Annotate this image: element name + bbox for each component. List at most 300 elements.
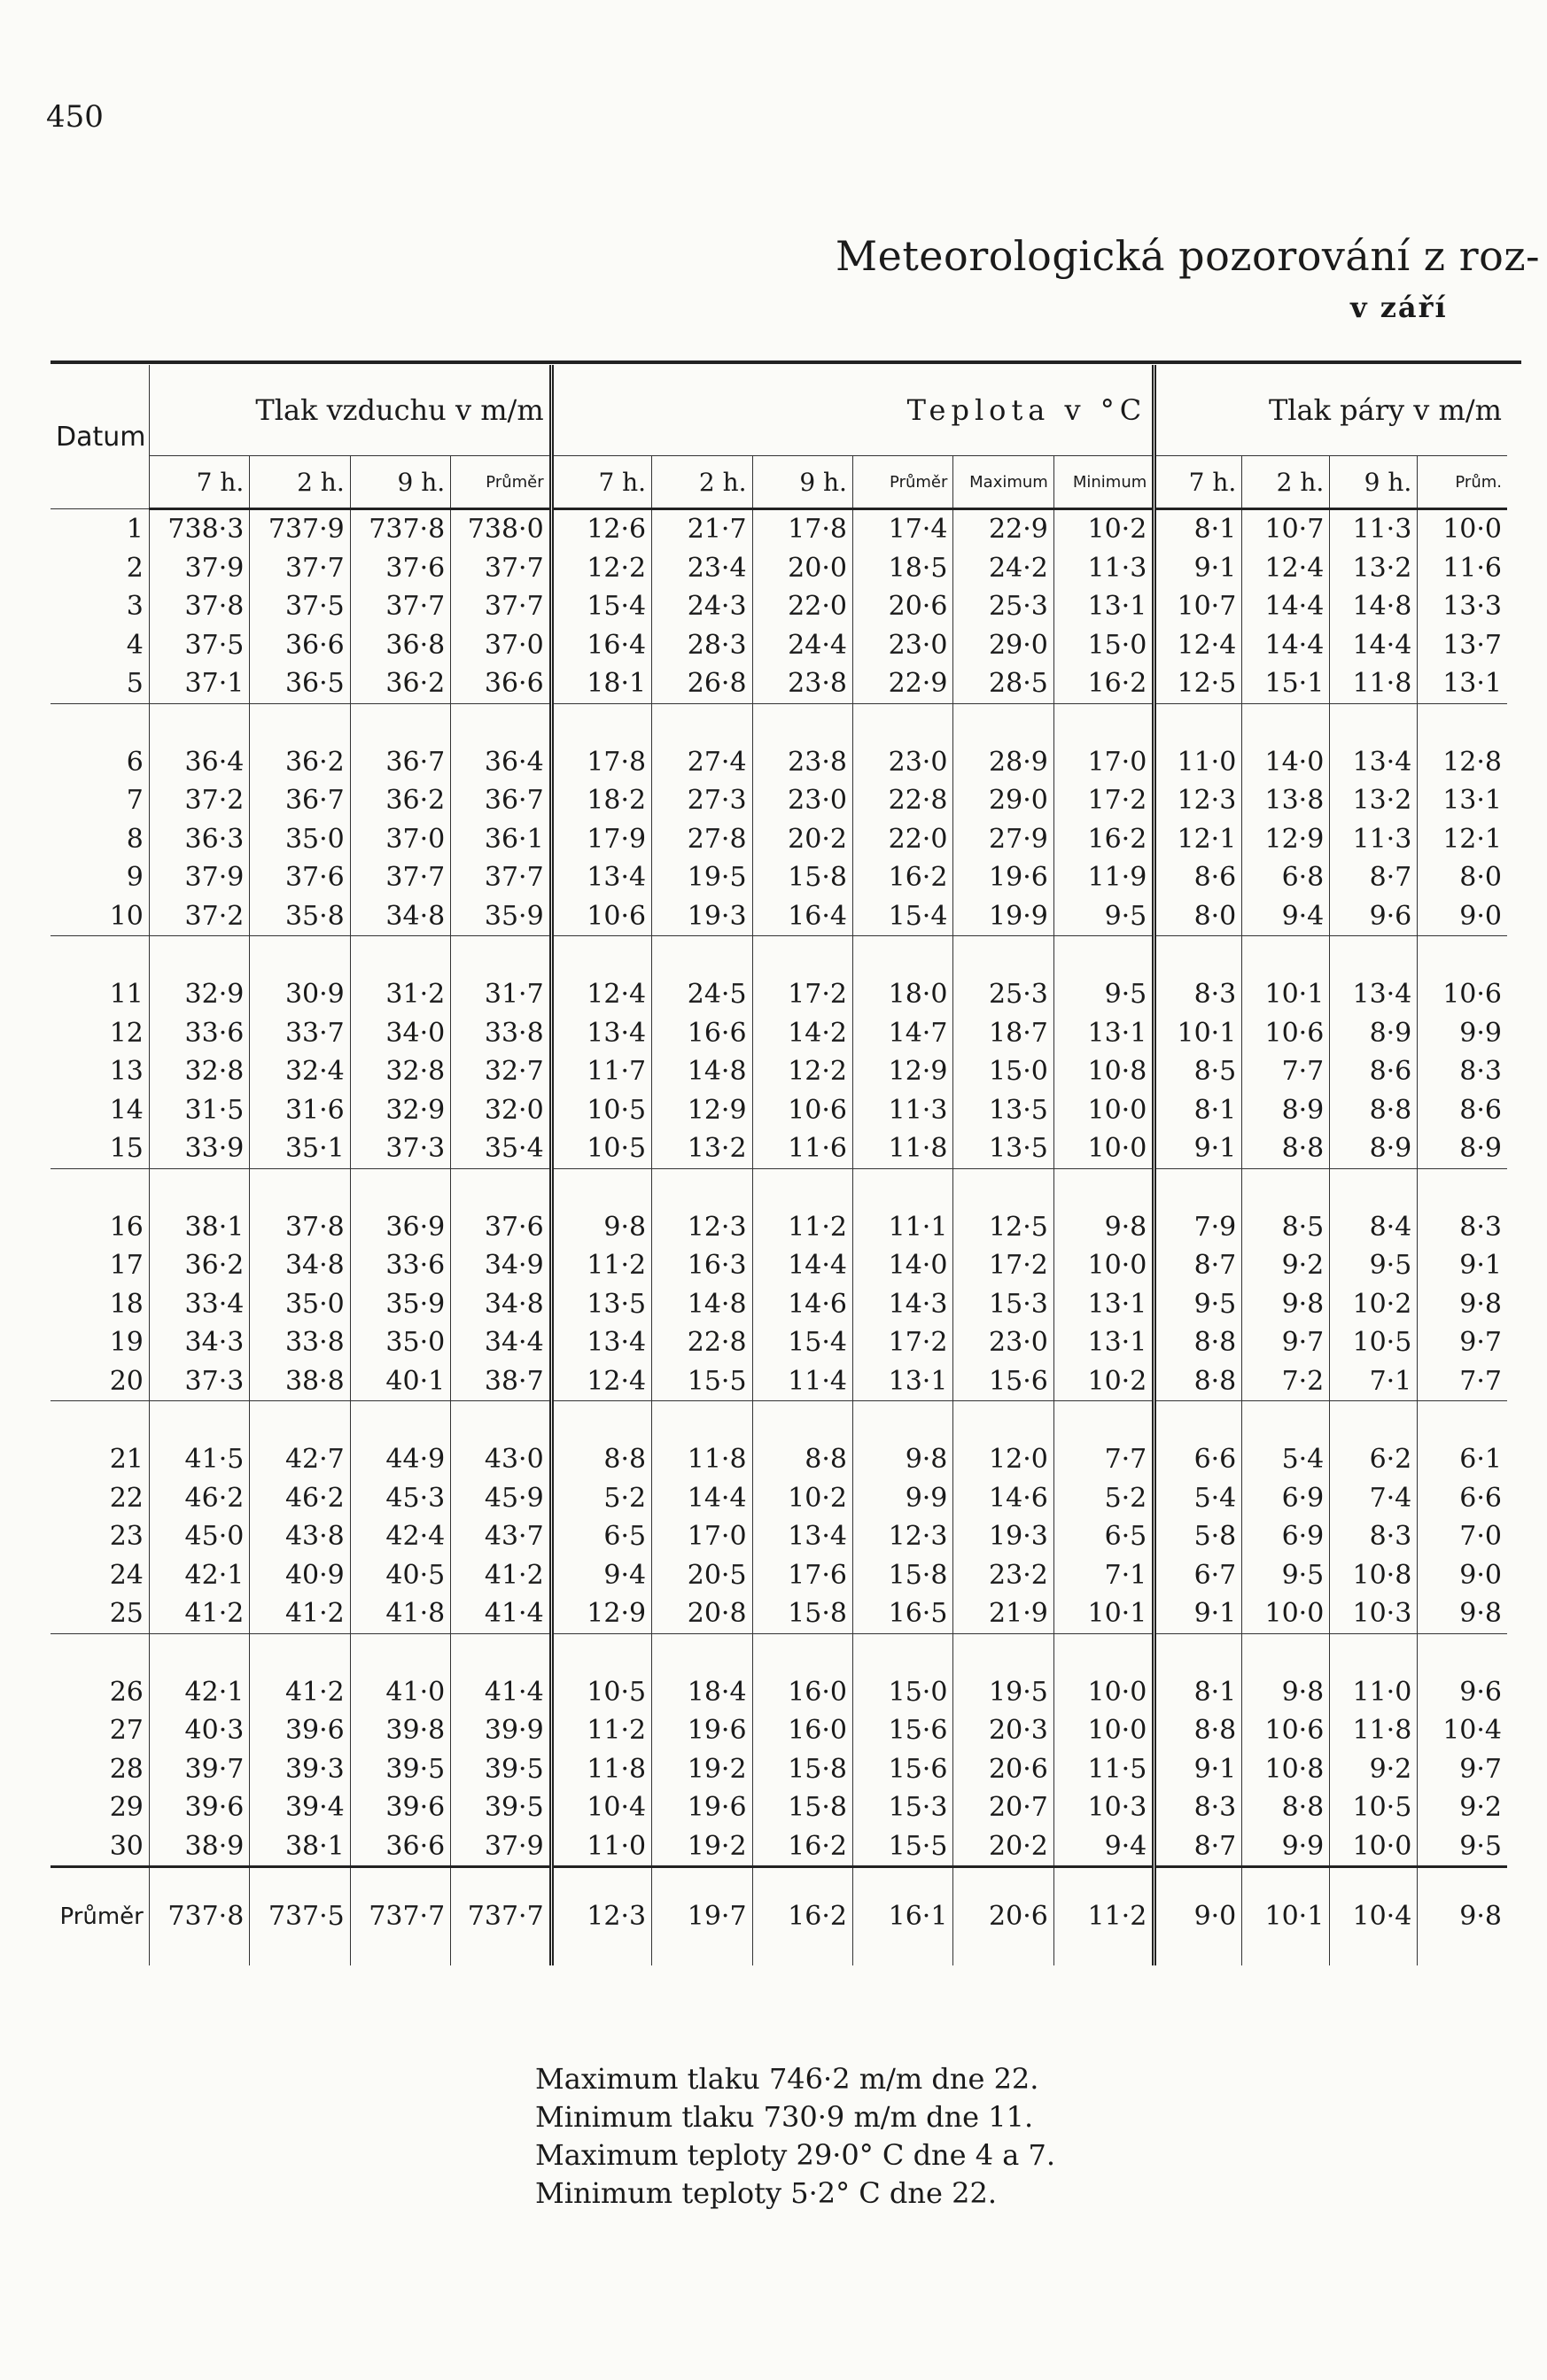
- value-cell: 12·2: [752, 1052, 852, 1091]
- table-row: [51, 1594, 1507, 1633]
- page-title: Meteorologická pozorování z roz-: [836, 232, 1541, 280]
- value-cell: 15·0: [953, 1052, 1053, 1091]
- value-cell: 15·8: [752, 1750, 852, 1789]
- value-cell: 39·5: [451, 1750, 551, 1789]
- value-cell: 8·8: [752, 1440, 852, 1479]
- value-cell: 37·7: [451, 549, 551, 588]
- value-cell: 10·5: [551, 1673, 651, 1712]
- average-cell: 10·1: [1242, 1867, 1330, 1966]
- table-row: [51, 1362, 1507, 1401]
- value-cell: 11·5: [1053, 1750, 1154, 1789]
- value-cell: 41·4: [451, 1673, 551, 1712]
- value-cell: 34·8: [451, 1285, 551, 1324]
- value-cell: 8·8: [1242, 1129, 1330, 1168]
- day-cell: 20: [109, 1365, 144, 1397]
- value-cell: 35·0: [250, 1285, 350, 1324]
- value-cell: 7·7: [1053, 1440, 1154, 1479]
- table-row: [51, 1052, 1507, 1091]
- value-cell: 11·1: [852, 1208, 952, 1247]
- value-cell: 13·8: [1242, 781, 1330, 820]
- value-cell: 9·7: [1418, 1323, 1507, 1362]
- value-cell: 13·7: [1418, 626, 1507, 665]
- value-cell: 18·5: [852, 549, 952, 588]
- value-cell: 37·8: [250, 1208, 350, 1247]
- value-cell: 35·8: [250, 897, 350, 936]
- row-gap: [51, 1168, 1507, 1208]
- value-cell: 39·6: [149, 1788, 249, 1827]
- day-cell: 27: [109, 1715, 144, 1746]
- table-row: [51, 587, 1507, 626]
- value-cell: 9·9: [852, 1479, 952, 1518]
- value-cell: 31·5: [149, 1091, 249, 1130]
- value-cell: 10·8: [1330, 1556, 1418, 1595]
- value-cell: 34·3: [149, 1323, 249, 1362]
- value-cell: 34·9: [451, 1246, 551, 1285]
- value-cell: 10·0: [1053, 1246, 1154, 1285]
- value-cell: 19·3: [652, 897, 752, 936]
- value-cell: 24·5: [652, 975, 752, 1014]
- value-cell: 6·8: [1242, 858, 1330, 897]
- table-row: [51, 858, 1507, 897]
- value-cell: 8·0: [1418, 858, 1507, 897]
- day-cell: 7: [126, 785, 144, 816]
- value-cell: 31·6: [250, 1091, 350, 1130]
- value-cell: 15·8: [752, 858, 852, 897]
- value-cell: 20·2: [752, 820, 852, 859]
- value-cell: 20·7: [953, 1788, 1053, 1827]
- value-cell: 30·9: [250, 975, 350, 1014]
- value-cell: 35·0: [250, 820, 350, 859]
- value-cell: 37·2: [149, 781, 249, 820]
- average-cell: 16·1: [852, 1867, 952, 1966]
- value-cell: 15·8: [752, 1594, 852, 1633]
- pressure-2h-header: 2 h.: [250, 456, 350, 509]
- value-cell: 8·6: [1330, 1052, 1418, 1091]
- value-cell: 26·8: [652, 664, 752, 703]
- value-cell: 11·7: [551, 1052, 651, 1091]
- value-cell: 11·8: [852, 1129, 952, 1168]
- value-cell: 37·1: [149, 664, 249, 703]
- day-cell: 4: [126, 629, 144, 661]
- value-cell: 20·6: [852, 587, 952, 626]
- value-cell: 10·5: [1330, 1788, 1418, 1827]
- value-cell: 36·7: [451, 781, 551, 820]
- value-cell: 13·1: [1053, 1323, 1154, 1362]
- row-gap: [51, 1633, 1507, 1673]
- table-row: [51, 1129, 1507, 1168]
- note-line: Maximum tlaku 746·2 m/m dne 22.: [535, 2062, 1039, 2096]
- day-cell: 17: [109, 1250, 144, 1281]
- value-cell: 10·8: [1053, 1052, 1154, 1091]
- value-cell: 40·9: [250, 1556, 350, 1595]
- value-cell: 10·0: [1053, 1091, 1154, 1130]
- value-cell: 20·0: [752, 549, 852, 588]
- day-cell: 29: [109, 1792, 144, 1823]
- value-cell: 33·9: [149, 1129, 249, 1168]
- value-cell: 5·4: [1154, 1479, 1242, 1518]
- table-row: [51, 1827, 1507, 1867]
- value-cell: 37·3: [350, 1129, 450, 1168]
- value-cell: 33·8: [250, 1323, 350, 1362]
- value-cell: 8·3: [1418, 1052, 1507, 1091]
- value-cell: 10·3: [1330, 1594, 1418, 1633]
- value-cell: 22·9: [852, 664, 952, 703]
- value-cell: 22·8: [852, 781, 952, 820]
- value-cell: 9·5: [1053, 897, 1154, 936]
- value-cell: 36·1: [451, 820, 551, 859]
- value-cell: 8·9: [1242, 1091, 1330, 1130]
- value-cell: 39·9: [451, 1711, 551, 1750]
- average-cell: 20·6: [953, 1867, 1053, 1966]
- value-cell: 36·8: [350, 626, 450, 665]
- value-cell: 8·6: [1418, 1091, 1507, 1130]
- vapor-2h-header: 2 h.: [1242, 456, 1330, 509]
- value-cell: 29·0: [953, 626, 1053, 665]
- day-cell: 22: [109, 1482, 144, 1514]
- table-row: [51, 1014, 1507, 1053]
- average-cell: 11·2: [1053, 1867, 1154, 1966]
- value-cell: 12·1: [1418, 820, 1507, 859]
- value-cell: 9·5: [1330, 1246, 1418, 1285]
- value-cell: 17·2: [1053, 781, 1154, 820]
- value-cell: 13·4: [551, 1323, 651, 1362]
- value-cell: 33·4: [149, 1285, 249, 1324]
- value-cell: 14·6: [953, 1479, 1053, 1518]
- value-cell: 41·0: [350, 1673, 450, 1712]
- value-cell: 9·9: [1242, 1827, 1330, 1867]
- value-cell: 16·2: [1053, 664, 1154, 703]
- value-cell: 15·4: [551, 587, 651, 626]
- day-cell: 24: [109, 1559, 144, 1591]
- value-cell: 32·9: [350, 1091, 450, 1130]
- table-row: [51, 1091, 1507, 1130]
- value-cell: 738·3: [149, 509, 249, 549]
- average-cell: 12·3: [551, 1867, 651, 1966]
- table-row: [51, 1517, 1507, 1556]
- value-cell: 10·4: [1418, 1711, 1507, 1750]
- value-cell: 14·4: [752, 1246, 852, 1285]
- value-cell: 12·3: [852, 1517, 952, 1556]
- day-cell: 19: [109, 1327, 144, 1358]
- value-cell: 8·3: [1418, 1208, 1507, 1247]
- value-cell: 37·6: [250, 858, 350, 897]
- value-cell: 38·8: [250, 1362, 350, 1401]
- value-cell: 17·9: [551, 820, 651, 859]
- value-cell: 9·8: [1242, 1285, 1330, 1324]
- note-line: Minimum tlaku 730·9 m/m dne 11.: [535, 2100, 1034, 2134]
- value-cell: 17·8: [752, 509, 852, 549]
- value-cell: 39·8: [350, 1711, 450, 1750]
- day-cell: 21: [109, 1444, 144, 1475]
- value-cell: 9·4: [551, 1556, 651, 1595]
- value-cell: 35·4: [451, 1129, 551, 1168]
- value-cell: 13·1: [852, 1362, 952, 1401]
- value-cell: 9·6: [1418, 1673, 1507, 1712]
- value-cell: 7·7: [1242, 1052, 1330, 1091]
- value-cell: 5·2: [551, 1479, 651, 1518]
- value-cell: 37·2: [149, 897, 249, 936]
- value-cell: 11·8: [1330, 664, 1418, 703]
- value-cell: 46·2: [250, 1479, 350, 1518]
- value-cell: 31·2: [350, 975, 450, 1014]
- table-row: [51, 509, 1507, 549]
- value-cell: 11·9: [1053, 858, 1154, 897]
- table-row: [51, 626, 1507, 665]
- temp-max-header: Maximum: [953, 456, 1053, 509]
- value-cell: 37·6: [451, 1208, 551, 1247]
- value-cell: 23·0: [752, 781, 852, 820]
- value-cell: 12·3: [1154, 781, 1242, 820]
- value-cell: 32·4: [250, 1052, 350, 1091]
- value-cell: 9·1: [1154, 1750, 1242, 1789]
- value-cell: 10·6: [1242, 1711, 1330, 1750]
- value-cell: 13·5: [953, 1091, 1053, 1130]
- table-row: [51, 664, 1507, 703]
- value-cell: 15·4: [852, 897, 952, 936]
- value-cell: 36·9: [350, 1208, 450, 1247]
- value-cell: 33·6: [350, 1246, 450, 1285]
- value-cell: 20·8: [652, 1594, 752, 1633]
- value-cell: 35·1: [250, 1129, 350, 1168]
- value-cell: 14·4: [1330, 626, 1418, 665]
- value-cell: 22·8: [652, 1323, 752, 1362]
- value-cell: 8·9: [1330, 1129, 1418, 1168]
- value-cell: 27·9: [953, 820, 1053, 859]
- value-cell: 6·7: [1154, 1556, 1242, 1595]
- value-cell: 6·6: [1154, 1440, 1242, 1479]
- note-line: Minimum teploty 5·2° C dne 22.: [535, 2176, 998, 2210]
- value-cell: 7·1: [1330, 1362, 1418, 1401]
- vapor-avg-header: Prům.: [1418, 456, 1507, 509]
- value-cell: 42·1: [149, 1673, 249, 1712]
- average-cell: 9·0: [1154, 1867, 1242, 1966]
- value-cell: 8·6: [1154, 858, 1242, 897]
- top-rule: [51, 360, 1521, 364]
- value-cell: 17·0: [652, 1517, 752, 1556]
- day-cell: 13: [109, 1056, 144, 1087]
- value-cell: 32·9: [149, 975, 249, 1014]
- value-cell: 40·5: [350, 1556, 450, 1595]
- value-cell: 17·8: [551, 743, 651, 782]
- value-cell: 11·8: [551, 1750, 651, 1789]
- value-cell: 7·9: [1154, 1208, 1242, 1247]
- vapor-7h-header: 7 h.: [1154, 456, 1242, 509]
- value-cell: 16·6: [652, 1014, 752, 1053]
- value-cell: 737·9: [250, 509, 350, 549]
- day-cell: 1: [126, 513, 144, 545]
- value-cell: 9·8: [1418, 1285, 1507, 1324]
- day-cell: 10: [109, 900, 144, 932]
- value-cell: 16·2: [852, 858, 952, 897]
- value-cell: 39·3: [250, 1750, 350, 1789]
- value-cell: 32·8: [350, 1052, 450, 1091]
- pressure-7h-header: 7 h.: [149, 456, 249, 509]
- value-cell: 9·0: [1418, 1556, 1507, 1595]
- value-cell: 41·4: [451, 1594, 551, 1633]
- value-cell: 36·2: [250, 743, 350, 782]
- value-cell: 27·8: [652, 820, 752, 859]
- value-cell: 8·4: [1330, 1208, 1418, 1247]
- value-cell: 37·7: [250, 549, 350, 588]
- value-cell: 10·5: [1330, 1323, 1418, 1362]
- value-cell: 12·8: [1418, 743, 1507, 782]
- average-cell: 9·8: [1418, 1867, 1507, 1966]
- temp-2h-header: 2 h.: [652, 456, 752, 509]
- value-cell: 16·5: [852, 1594, 952, 1633]
- value-cell: 7·0: [1418, 1517, 1507, 1556]
- value-cell: 9·2: [1242, 1246, 1330, 1285]
- value-cell: 14·8: [1330, 587, 1418, 626]
- value-cell: 13·5: [551, 1285, 651, 1324]
- value-cell: 35·0: [350, 1323, 450, 1362]
- value-cell: 13·4: [752, 1517, 852, 1556]
- value-cell: 10·0: [1053, 1129, 1154, 1168]
- observations-table: [51, 365, 1507, 1965]
- value-cell: 32·8: [149, 1052, 249, 1091]
- value-cell: 23·8: [752, 743, 852, 782]
- value-cell: 27·4: [652, 743, 752, 782]
- value-cell: 39·5: [451, 1788, 551, 1827]
- value-cell: 14·6: [752, 1285, 852, 1324]
- temp-min-header: Minimum: [1053, 456, 1154, 509]
- value-cell: 9·1: [1154, 1129, 1242, 1168]
- value-cell: 42·4: [350, 1517, 450, 1556]
- table-row: [51, 549, 1507, 588]
- value-cell: 19·9: [953, 897, 1053, 936]
- table-row: [51, 1479, 1507, 1518]
- value-cell: 33·8: [451, 1014, 551, 1053]
- value-cell: 19·6: [953, 858, 1053, 897]
- value-cell: 8·7: [1154, 1246, 1242, 1285]
- value-cell: 28·3: [652, 626, 752, 665]
- value-cell: 11·2: [551, 1711, 651, 1750]
- value-cell: 35·9: [451, 897, 551, 936]
- value-cell: 15·6: [852, 1711, 952, 1750]
- value-cell: 19·5: [953, 1673, 1053, 1712]
- value-cell: 8·3: [1154, 1788, 1242, 1827]
- value-cell: 10·6: [1418, 975, 1507, 1014]
- value-cell: 41·2: [250, 1594, 350, 1633]
- value-cell: 10·4: [551, 1788, 651, 1827]
- day-cell: 12: [109, 1017, 144, 1049]
- value-cell: 37·7: [350, 858, 450, 897]
- value-cell: 6·9: [1242, 1517, 1330, 1556]
- pressure-avg-header: Průměr: [451, 456, 551, 509]
- value-cell: 9·4: [1242, 897, 1330, 936]
- value-cell: 39·6: [350, 1788, 450, 1827]
- value-cell: 34·8: [250, 1246, 350, 1285]
- value-cell: 14·4: [1242, 587, 1330, 626]
- value-cell: 23·0: [852, 743, 952, 782]
- average-cell: 737·8: [149, 1867, 249, 1966]
- value-cell: 11·0: [1330, 1673, 1418, 1712]
- table-row: [51, 743, 1507, 782]
- value-cell: 9·8: [1242, 1673, 1330, 1712]
- value-cell: 10·6: [1242, 1014, 1330, 1053]
- value-cell: 8·8: [1154, 1362, 1242, 1401]
- value-cell: 10·0: [1242, 1594, 1330, 1633]
- value-cell: 12·2: [551, 549, 651, 588]
- value-cell: 32·0: [451, 1091, 551, 1130]
- value-cell: 38·9: [149, 1827, 249, 1867]
- value-cell: 12·9: [1242, 820, 1330, 859]
- value-cell: 9·5: [1154, 1285, 1242, 1324]
- value-cell: 11·6: [752, 1129, 852, 1168]
- table-row: [51, 1323, 1507, 1362]
- value-cell: 41·2: [149, 1594, 249, 1633]
- value-cell: 18·2: [551, 781, 651, 820]
- value-cell: 8·8: [551, 1440, 651, 1479]
- value-cell: 17·4: [852, 509, 952, 549]
- average-cell: 737·5: [250, 1867, 350, 1966]
- day-cell: 9: [126, 862, 144, 893]
- value-cell: 12·9: [852, 1052, 952, 1091]
- value-cell: 9·1: [1154, 1594, 1242, 1633]
- value-cell: 15·6: [852, 1750, 952, 1789]
- row-gap: [51, 1401, 1507, 1441]
- value-cell: 14·4: [652, 1479, 752, 1518]
- value-cell: 15·3: [852, 1788, 952, 1827]
- value-cell: 10·7: [1242, 509, 1330, 549]
- value-cell: 18·7: [953, 1014, 1053, 1053]
- value-cell: 17·2: [752, 975, 852, 1014]
- value-cell: 11·3: [1053, 549, 1154, 588]
- value-cell: 29·0: [953, 781, 1053, 820]
- value-cell: 19·2: [652, 1750, 752, 1789]
- value-cell: 12·4: [551, 975, 651, 1014]
- value-cell: 10·0: [1330, 1827, 1418, 1867]
- value-cell: 10·0: [1418, 509, 1507, 549]
- day-cell: 3: [126, 591, 144, 622]
- value-cell: 10·6: [551, 897, 651, 936]
- day-cell: 25: [109, 1598, 144, 1629]
- vapor-9h-header: 9 h.: [1330, 456, 1418, 509]
- value-cell: 8·7: [1330, 858, 1418, 897]
- value-cell: 6·9: [1242, 1479, 1330, 1518]
- value-cell: 14·8: [652, 1052, 752, 1091]
- value-cell: 9·5: [1242, 1556, 1330, 1595]
- page-subtitle: v září: [1350, 291, 1448, 324]
- day-cell: 30: [109, 1830, 144, 1862]
- value-cell: 44·9: [350, 1440, 450, 1479]
- value-cell: 8·9: [1418, 1129, 1507, 1168]
- value-cell: 24·4: [752, 626, 852, 665]
- value-cell: 14·2: [752, 1014, 852, 1053]
- value-cell: 34·4: [451, 1323, 551, 1362]
- value-cell: 35·9: [350, 1285, 450, 1324]
- value-cell: 12·4: [551, 1362, 651, 1401]
- value-cell: 8·1: [1154, 1091, 1242, 1130]
- value-cell: 13·2: [1330, 549, 1418, 588]
- value-cell: 17·6: [752, 1556, 852, 1595]
- value-cell: 8·5: [1242, 1208, 1330, 1247]
- value-cell: 13·4: [1330, 743, 1418, 782]
- table-row: [51, 1208, 1507, 1247]
- value-cell: 14·8: [652, 1285, 752, 1324]
- value-cell: 15·5: [652, 1362, 752, 1401]
- value-cell: 38·7: [451, 1362, 551, 1401]
- value-cell: 42·7: [250, 1440, 350, 1479]
- value-cell: 9·4: [1053, 1827, 1154, 1867]
- value-cell: 11·6: [1418, 549, 1507, 588]
- value-cell: 12·6: [551, 509, 651, 549]
- value-cell: 7·2: [1242, 1362, 1330, 1401]
- value-cell: 738·0: [451, 509, 551, 549]
- value-cell: 37·0: [350, 820, 450, 859]
- value-cell: 16·2: [752, 1827, 852, 1867]
- table-row: [51, 1440, 1507, 1479]
- table-row: [51, 820, 1507, 859]
